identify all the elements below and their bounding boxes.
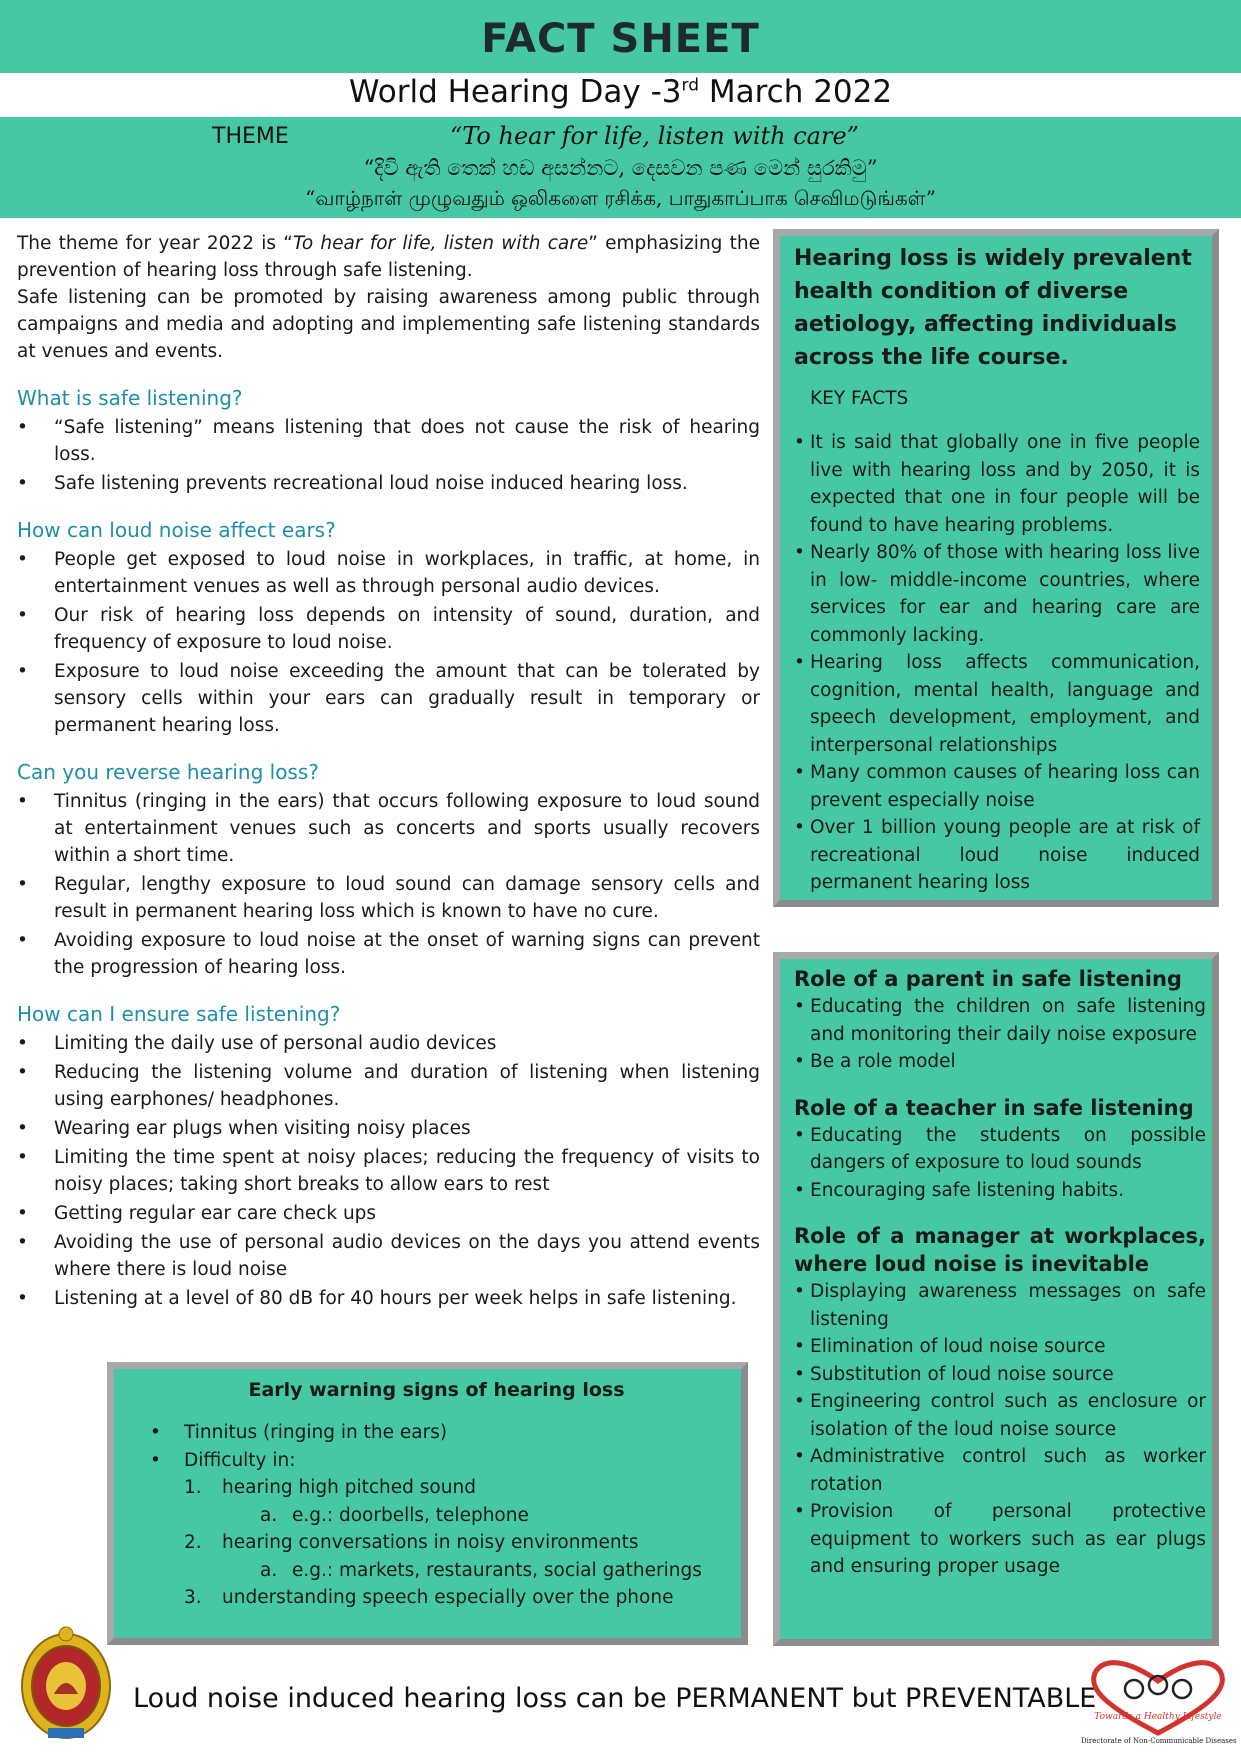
left-column: [17, 230, 760, 1314]
list-item: • Encouraging safe listening habits.: [794, 1177, 1206, 1205]
page-subtitle: [0, 74, 1241, 114]
list-item: • Engineering control such as enclosure or isolation of the loud noise source: [794, 1388, 1206, 1443]
item-number: 1.: [184, 1477, 202, 1498]
theme-sinhala: “දිවි ඇති තෙක් හඩ අසන්නට, දෙසවන පණ මෙන් සුරකිමු”: [363, 156, 878, 180]
section-heading-safe-listening: What is safe listening?: [17, 386, 243, 410]
reverse-list: [17, 788, 760, 981]
safe-listening-list: [17, 414, 760, 497]
roles-box: [773, 952, 1219, 1646]
intro-paragraph-1: [17, 230, 760, 284]
national-emblem-icon: [18, 1624, 114, 1748]
role-heading-parent: Role of a parent in safe listening: [794, 967, 1182, 991]
list-item: • Educating the students on possible dangers of exposure to loud sounds: [794, 1122, 1206, 1177]
item-letter: a.: [260, 1559, 278, 1581]
item-text: e.g.: markets, restaurants, social gatherings: [292, 1559, 702, 1581]
list-item: • Getting regular ear care check ups: [17, 1200, 760, 1227]
list-item: • Exposure to loud noise exceeding the amount that can be tolerated by sensory cells within your ears can gradually result in temporary or permanent hearing loss.: [17, 658, 760, 739]
list-item: • Limiting the daily use of personal audio devices: [17, 1030, 760, 1057]
list-item: • Avoiding exposure to loud noise at the onset of warning signs can prevent the progression of hearing loss.: [17, 927, 760, 981]
theme-label: THEME: [212, 124, 289, 149]
footer-slogan: Loud noise induced hearing loss can be PERMANENT but PREVENTABLE: [133, 1683, 1097, 1714]
section-heading-ensure: How can I ensure safe listening?: [17, 1002, 341, 1026]
spacer: [794, 1076, 1206, 1094]
list-item: • Elimination of loud noise source: [794, 1333, 1206, 1361]
list-item: • Tinnitus (ringing in the ears): [150, 1419, 723, 1447]
noise-effect-list: [17, 546, 760, 739]
intro-paragraph-2: Safe listening can be promoted by raising awareness among public through campaigns and media and adopting and implementing safe listening standards at venues and events.: [17, 287, 760, 362]
page-title: FACT SHEET: [481, 16, 760, 62]
section-heading-noise-effect: How can loud noise affect ears?: [17, 518, 336, 542]
key-facts-heading: Hearing loss is widely prevalent health condition of diverse aetiology, affecting individuals across the life course.: [794, 246, 1192, 370]
list-item: • Reducing the listening volume and duration of listening when listening using earphones/ headphones.: [17, 1059, 760, 1113]
ensure-list: [17, 1030, 760, 1312]
list-item: • People get exposed to loud noise in workplaces, in traffic, at home, in entertainment venues as well as through personal audio devices.: [17, 546, 760, 600]
intro-theme-italic: To hear for life, listen with care: [292, 233, 589, 254]
list-item: • Be a role model: [794, 1048, 1206, 1076]
early-warning-heading: Early warning signs of hearing loss: [248, 1379, 625, 1401]
key-facts-box: [773, 229, 1219, 907]
list-item: [150, 1474, 723, 1502]
section-heading-reverse: Can you reverse hearing loss?: [17, 760, 319, 784]
intro-text-end: ” emphasizing the prevention of hearing loss through safe listening.: [17, 233, 761, 281]
list-item: • Administrative control such as worker rotation: [794, 1443, 1206, 1498]
role-heading-teacher: Role of a teacher in safe listening: [794, 1095, 1194, 1120]
list-item: • Over 1 billion young people are at risk of recreational loud noise induced permanent hearing loss: [794, 814, 1200, 897]
subtitle-end: March 2022: [698, 74, 893, 110]
theme-tamil: “வாழ்நாள் முழுவதும் ஒலிகளை ரசிக்க, பாதுகாப்பாக செவிமடுங்கள்”: [305, 186, 936, 210]
item-number: 2.: [184, 1532, 202, 1553]
list-item: • “Safe listening” means listening that does not cause the risk of hearing loss.: [17, 414, 760, 468]
list-item: • Tinnitus (ringing in the ears) that occurs following exposure to loud sound at entertainment venues such as concerts and sports usually recovers within a short time.: [17, 788, 760, 869]
subtitle-main: World Hearing Day -3: [348, 74, 682, 110]
list-item: • Displaying awareness messages on safe listening: [794, 1278, 1206, 1333]
item-number: 3.: [184, 1587, 202, 1608]
list-item: • Educating the children on safe listening and monitoring their daily noise exposure: [794, 993, 1206, 1048]
list-item: [150, 1557, 723, 1585]
ncd-caption: Directorate of Non-Communicable Diseases: [1081, 1737, 1237, 1745]
list-item: • Nearly 80% of those with hearing loss live in low- middle-income countries, where services for ear and hearing care are commonly lacking.: [794, 539, 1200, 649]
ncd-logo-tagline: Towards a Healthy Lifestyle: [1094, 1712, 1222, 1722]
list-item: • Our risk of hearing loss depends on intensity of sound, duration, and frequency of exposure to loud noise.: [17, 602, 760, 656]
list-item: • Avoiding the use of personal audio devices on the days you attend events where there is loud noise: [17, 1229, 760, 1283]
list-item: • Provision of personal protective equipment to workers such as ear plugs and ensuring proper usage: [794, 1498, 1206, 1581]
list-item: • Substitution of loud noise source: [794, 1361, 1206, 1389]
item-letter: a.: [260, 1504, 278, 1526]
ncd-logo-icon: [1078, 1655, 1238, 1737]
list-item: • Difficulty in:: [150, 1447, 723, 1475]
list-item: • Many common causes of hearing loss can prevent especially noise: [794, 759, 1200, 814]
spacer: [794, 1204, 1206, 1222]
list-item: [150, 1529, 723, 1557]
list-item: • Limiting the time spent at noisy places; reducing the frequency of visits to noisy places; taking short breaks to allow ears to rest: [17, 1144, 760, 1198]
list-item: • Regular, lengthy exposure to loud sound can damage sensory cells and result in permanent hearing loss which is known to have no cure.: [17, 871, 760, 925]
list-item: [150, 1502, 723, 1530]
theme-english: “To hear for life, listen with care”: [450, 122, 859, 150]
subtitle-sup: rd: [681, 75, 699, 96]
item-text: hearing conversations in noisy environments: [222, 1532, 639, 1553]
key-facts-label: KEY FACTS: [810, 388, 909, 409]
item-text: understanding speech especially over the phone: [222, 1587, 674, 1608]
role-heading-manager: Role of a manager at workplaces, where loud noise is inevitable: [794, 1224, 1206, 1276]
list-item: • Listening at a level of 80 dB for 40 hours per week helps in safe listening.: [17, 1285, 760, 1312]
item-text: hearing high pitched sound: [222, 1477, 476, 1498]
list-item: • It is said that globally one in five people live with hearing loss and by 2050, it is expected that one in four people will be found to have hearing problems.: [794, 429, 1200, 539]
list-item: [150, 1584, 723, 1612]
list-item: • Hearing loss affects communication, cognition, mental health, language and speech development, employment, and interpersonal relationships: [794, 649, 1200, 759]
intro-text: The theme for year 2022 is “: [17, 233, 293, 254]
item-text: e.g.: doorbells, telephone: [292, 1504, 529, 1526]
list-item: • Safe listening prevents recreational loud noise induced hearing loss.: [17, 470, 760, 497]
list-item: • Wearing ear plugs when visiting noisy places: [17, 1115, 760, 1142]
early-warning-box: [107, 1362, 748, 1645]
